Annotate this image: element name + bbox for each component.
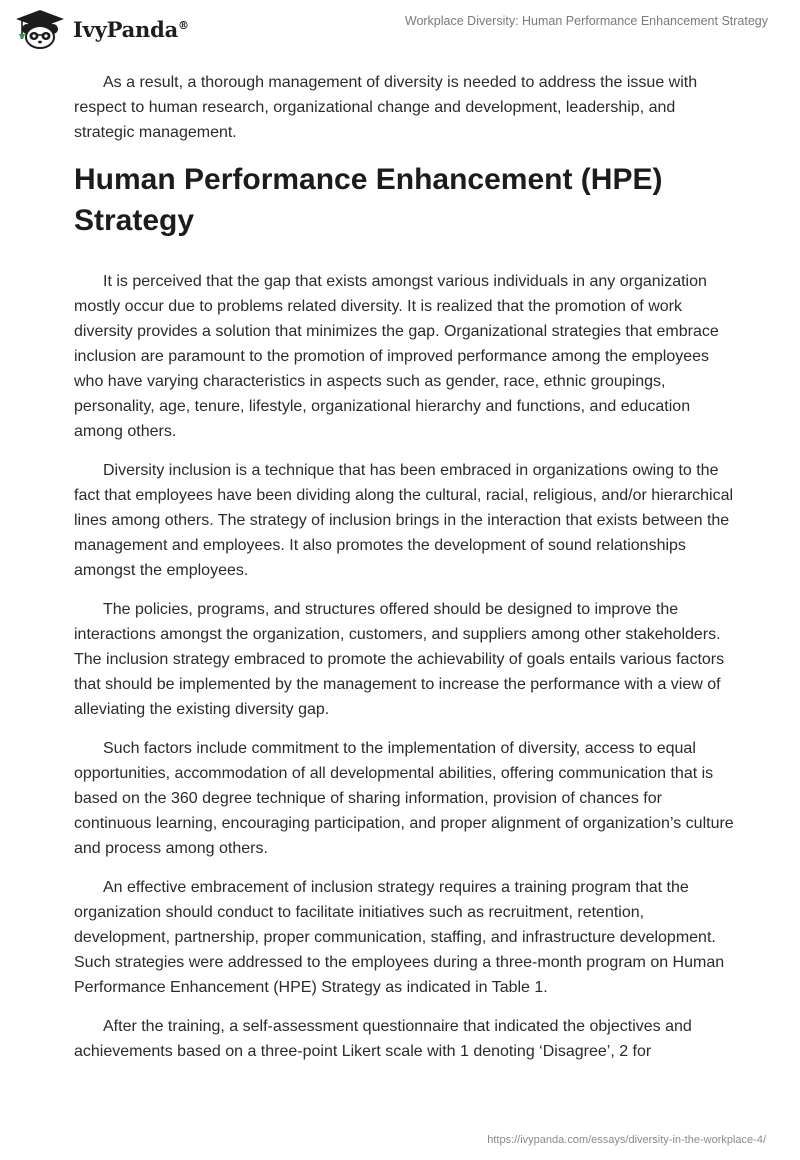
page-header xyxy=(0,0,800,60)
paragraph: Such factors include commitment to the implementation of diversity, access to equal opportunities, accommodation of all developmental abilities, offering communication that is based on the 360 degree technique of sharing information, provision of chances for continuous learning, encouraging participation, and proper alignment of organization’s culture and process among others. xyxy=(74,740,734,857)
paragraph: It is perceived that the gap that exists amongst various individuals in any organization mostly occur due to problems related diversity. It is realized that the promotion of work diversity provides a solution that minimizes the gap. Organizational strategies that embrace inclusion are paramount to the promotion of improved performance among the employees who have varying characteristics in aspects such as gender, race, ethnic groupings, personality, age, tenure, lifestyle, organizational hierarchy and functions, and education among others. xyxy=(74,273,719,440)
brand-name: IvyPanda® xyxy=(73,16,189,42)
paragraph: The policies, programs, and structures offered should be designed to improve the interactions amongst the organization, customers, and suppliers among other stakeholders. The inclusion strategy embraced to promote the achievability of goals entails various factors that should be implemented by the management to increase the performance with a view of alleviating the existing diversity gap. xyxy=(74,601,725,718)
paragraph: After the training, a self-assessment questionnaire that indicated the objectives and achievements based on a three-point Likert scale with 1 denoting ‘Disagree’, 2 for xyxy=(74,1018,692,1060)
paragraph: Diversity inclusion is a technique that has been embraced in organizations owing to the fact that employees have been dividing along the cultural, racial, religious, and/or hierarchical lines among others. The strategy of inclusion brings in the interaction that exists between the management and employees. It also promotes the development of sound relationships amongst the employees. xyxy=(74,462,734,579)
essay-content xyxy=(74,70,734,1078)
section-heading: Human Performance Enhancement (HPE) Strategy xyxy=(74,163,663,237)
source-url-link[interactable]: https://ivypanda.com/essays/diversity-in-the-workplace-4/ xyxy=(487,1134,766,1146)
document-title: Workplace Diversity: Human Performance Enhancement Strategy xyxy=(404,14,768,28)
paragraph: An effective embracement of inclusion strategy requires a training program that the organization should conduct to facilitate initiatives such as recruitment, retention, development, partnership, proper communication, staffing, and infrastructure development. Such strategies were addressed to the employees during a three-month program on Human Performance Enhancement (HPE) Strategy as indicated in Table 1. xyxy=(74,879,725,996)
brand-logo[interactable] xyxy=(14,8,189,50)
intro-paragraph: As a result, a thorough management of diversity is needed to address the issue with respect to human research, organizational change and development, leadership, and strategic management. xyxy=(74,74,698,141)
panda-graduate-logo-icon xyxy=(14,8,66,50)
